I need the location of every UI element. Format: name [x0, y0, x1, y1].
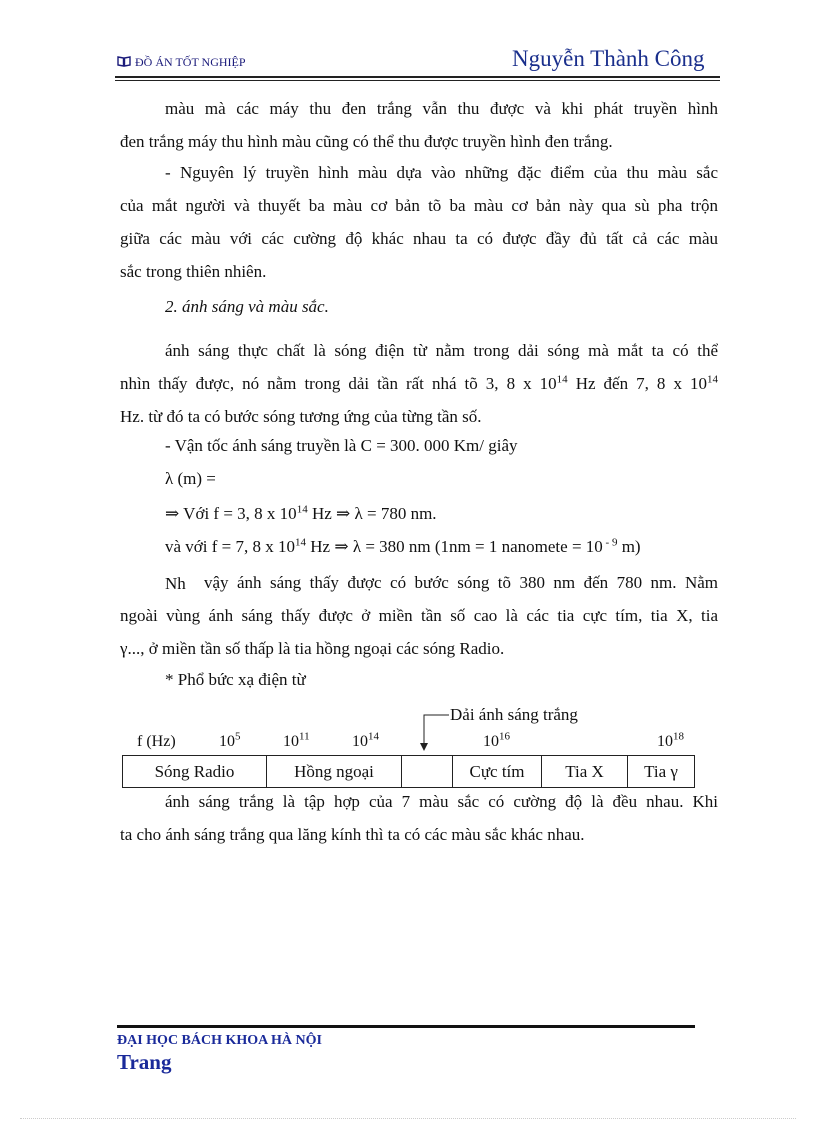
eq2-b: Hz ⇒ λ = 380 nm (1nm = 1 nanomete = 10	[306, 537, 603, 556]
eq1-a: ⇒ Với f = 3, 8 x 10	[165, 504, 297, 523]
tick-label	[483, 730, 510, 751]
page-bottom-divider	[20, 1118, 796, 1119]
paragraph-4-line-2: ngoài vùng ánh sáng thấy được ở miền tần số cao là các tia cực tím, tia X, tia	[120, 606, 718, 625]
band-infrared: Hồng ngoại	[267, 756, 402, 788]
paragraph-4-line-3: γ..., ở miền tần số thấp là tia hồng ngoại các sóng Radio.	[120, 639, 505, 658]
header-doc-title-text: ĐỒ ÁN TỐT NGHIỆP	[135, 55, 246, 69]
footer-rule	[117, 1025, 695, 1028]
paragraph-2-line-3: giữa các màu với các cường độ khác nhau ta có được đầy đủ tất cả các màu	[120, 229, 718, 248]
paragraph-2-line-1: - Nguyên lý truyền hình màu dựa vào những đặc điểm của thu màu sắc	[165, 163, 718, 182]
eq2-a: và với f = 7, 8 x 10	[165, 537, 296, 556]
tick-label-base: 10	[219, 733, 235, 750]
tick-label-exp: 11	[299, 730, 310, 743]
eq2-c: m)	[617, 537, 641, 556]
header-doc-title	[117, 55, 246, 70]
tick-label	[219, 730, 241, 751]
spectrum-table	[122, 755, 695, 788]
paragraph-3-line-2	[120, 367, 718, 400]
p3-l2-exp2: 14	[707, 373, 718, 386]
paragraph-1-line-2: đen trắng máy thu hình màu cũng có thể thu được truyền hình đen trắng.	[120, 132, 613, 151]
p3-l2-exp1: 14	[556, 373, 568, 386]
header-author: Nguyễn Thành Công	[512, 46, 705, 71]
band-xray: Tia X	[542, 756, 628, 788]
band-radio: Sóng Radio	[123, 756, 267, 788]
tick-label-exp: 18	[673, 730, 684, 743]
axis-label: f (Hz)	[137, 733, 176, 750]
paragraph-5-line-2: ta cho ánh sáng trắng qua lăng kính thì ta có các màu sắc khác nhau.	[120, 825, 585, 844]
paragraph-4-nh: Nh	[165, 574, 186, 593]
paragraph-3	[120, 334, 718, 433]
tick-label-base: 10	[283, 733, 299, 750]
paragraph-2-line-2: của mắt người và thuyết ba màu cơ bản tõ ba màu cơ bản này qua sù pha trộn	[120, 196, 718, 215]
tick-label	[657, 730, 684, 751]
header-rule-thin	[115, 80, 720, 81]
paragraph-1-line-1: màu mà các máy thu đen trắng vẫn thu được và khi phát truyền hình	[165, 99, 718, 118]
tick-label-base: 10	[483, 733, 499, 750]
eq2-exp2: - 9	[602, 536, 618, 549]
paragraph-3-line-3: Hz. từ đó ta có bước sóng tương ứng của từng tần số.	[120, 407, 482, 426]
eq1-exp: 14	[296, 503, 308, 516]
band-ultraviolet: Cực tím	[453, 756, 542, 788]
equation-1	[165, 504, 437, 524]
white-light-label: Dải ánh sáng trắng	[450, 705, 578, 724]
header-rule	[115, 76, 720, 78]
paragraph-1	[120, 92, 718, 158]
book-icon	[117, 56, 131, 67]
paragraph-2	[120, 156, 718, 288]
tick-label-exp: 14	[368, 730, 379, 743]
band-gamma: Tia γ	[628, 756, 695, 788]
paragraph-3-line-1: ánh sáng thực chất là sóng điện từ nằm trong dải sóng mà mắt ta có thể	[165, 341, 718, 360]
tick-label-base: 10	[657, 733, 673, 750]
eq1-b: Hz ⇒ λ = 780 nm.	[307, 504, 437, 523]
paragraph-5-line-1: ánh sáng trắng là tập hợp của 7 màu sắc có cường độ là đều nhau. Khi	[165, 792, 718, 811]
tick-label	[283, 730, 310, 751]
paragraph-4-line-1: vậy ánh sáng thấy được có bước sóng tõ 380 nm đến 780 nm. Nằm	[204, 573, 718, 592]
tick-label-exp: 16	[499, 730, 510, 743]
white-light-arrow-icon	[418, 709, 454, 755]
paragraph-5	[120, 785, 718, 851]
tick-label-base: 10	[352, 733, 368, 750]
footer-university: ĐẠI HỌC BÁCH KHOA HÀ NỘI	[117, 1033, 322, 1048]
footer-page-label: Trang	[117, 1050, 172, 1074]
section-heading: 2. ánh sáng và màu sắc.	[165, 297, 329, 316]
p3-l2-a: nhìn thấy được, nó nằm trong dải tần rất nhá tõ 3, 8 x 10	[120, 374, 557, 393]
paragraph-2-line-4: sắc trong thiên nhiên.	[120, 262, 267, 281]
band-visible	[402, 756, 453, 788]
tick-label-exp: 5	[235, 730, 241, 743]
velocity-line: - Vận tốc ánh sáng truyền là C = 300. 000 Km/ giây	[165, 436, 518, 455]
paragraph-4	[120, 566, 718, 665]
p3-l2-b: Hz đến 7, 8 x 10	[567, 374, 707, 393]
eq2-exp: 14	[295, 536, 307, 549]
spectrum-title: * Phổ bức xạ điện từ	[165, 670, 306, 689]
equation-2	[165, 537, 641, 557]
tick-label	[352, 730, 379, 751]
lambda-line: λ (m) =	[165, 469, 216, 488]
